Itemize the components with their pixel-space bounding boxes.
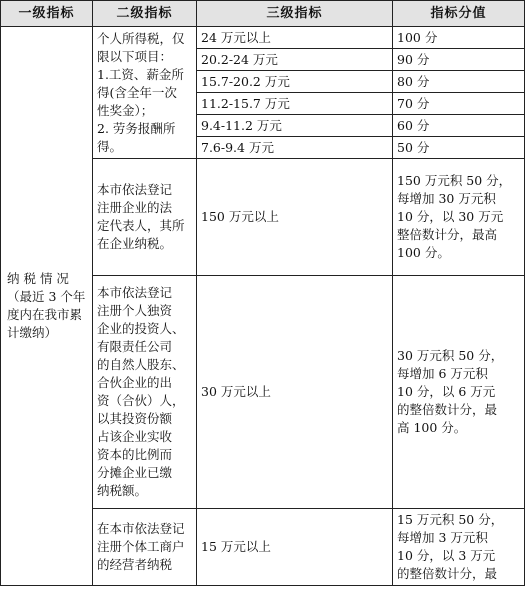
score-cell: 80 分 xyxy=(393,71,525,93)
level3-cell: 30 万元以上 xyxy=(197,276,393,509)
level3-cell: 9.4-11.2 万元 xyxy=(197,115,393,137)
level3-cell: 15 万元以上 xyxy=(197,509,393,586)
score-cell: 60 分 xyxy=(393,115,525,137)
header-level3: 三级指标 xyxy=(197,1,393,27)
score-cell: 15 万元积 50 分， 每增加 3 万元积 10 分，以 3 万元 的整倍数计分，最 xyxy=(393,509,525,586)
level2-cell-individual-business: 在本市依法登记 注册个体工商户 的经营者纳税 xyxy=(93,509,197,586)
header-level2: 二级指标 xyxy=(93,1,197,27)
level3-cell: 7.6-9.4 万元 xyxy=(197,137,393,159)
level2-cell-income-tax: 个人所得税，仅 限以下项目： 1.工资、薪金所 得(含全年一次 性奖金）； 2. 劳务报酬所 得。 xyxy=(93,27,197,159)
score-cell: 30 万元积 50 分， 每增加 6 万元积 10 分，以 6 万元 的整倍数计分，最 高 100 分。 xyxy=(393,276,525,509)
header-score: 指标分值 xyxy=(393,1,525,27)
level3-cell: 150 万元以上 xyxy=(197,159,393,276)
score-cell: 90 分 xyxy=(393,49,525,71)
score-cell: 50 分 xyxy=(393,137,525,159)
level3-cell: 11.2-15.7 万元 xyxy=(197,93,393,115)
level3-cell: 15.7-20.2 万元 xyxy=(197,71,393,93)
table-row xyxy=(1,27,525,49)
level2-cell-investor: 本市依法登记 注册个人独资 企业的投资人、 有限责任公司 的自然人股东、 合伙企业的出 资（合伙）人， 以其投资份额 占该企业实收 资本的比例而 分摊企业已缴 纳税额。 xyxy=(93,276,197,509)
score-cell: 70 分 xyxy=(393,93,525,115)
level3-cell: 20.2-24 万元 xyxy=(197,49,393,71)
level3-cell: 24 万元以上 xyxy=(197,27,393,49)
level1-cell: 纳 税 情 况（最近 3 个年度内在我市累计缴纳） xyxy=(1,27,93,586)
score-cell: 100 分 xyxy=(393,27,525,49)
score-cell: 150 万元积 50 分， 每增加 30 万元积 10 分，以 30 万元 整倍数计分，最高 100 分。 xyxy=(393,159,525,276)
level2-cell-legal-rep: 本市依法登记 注册企业的法 定代表人，其所 在企业纳税。 xyxy=(93,159,197,276)
header-level1: 一级指标 xyxy=(1,1,93,27)
header-row xyxy=(1,1,525,27)
